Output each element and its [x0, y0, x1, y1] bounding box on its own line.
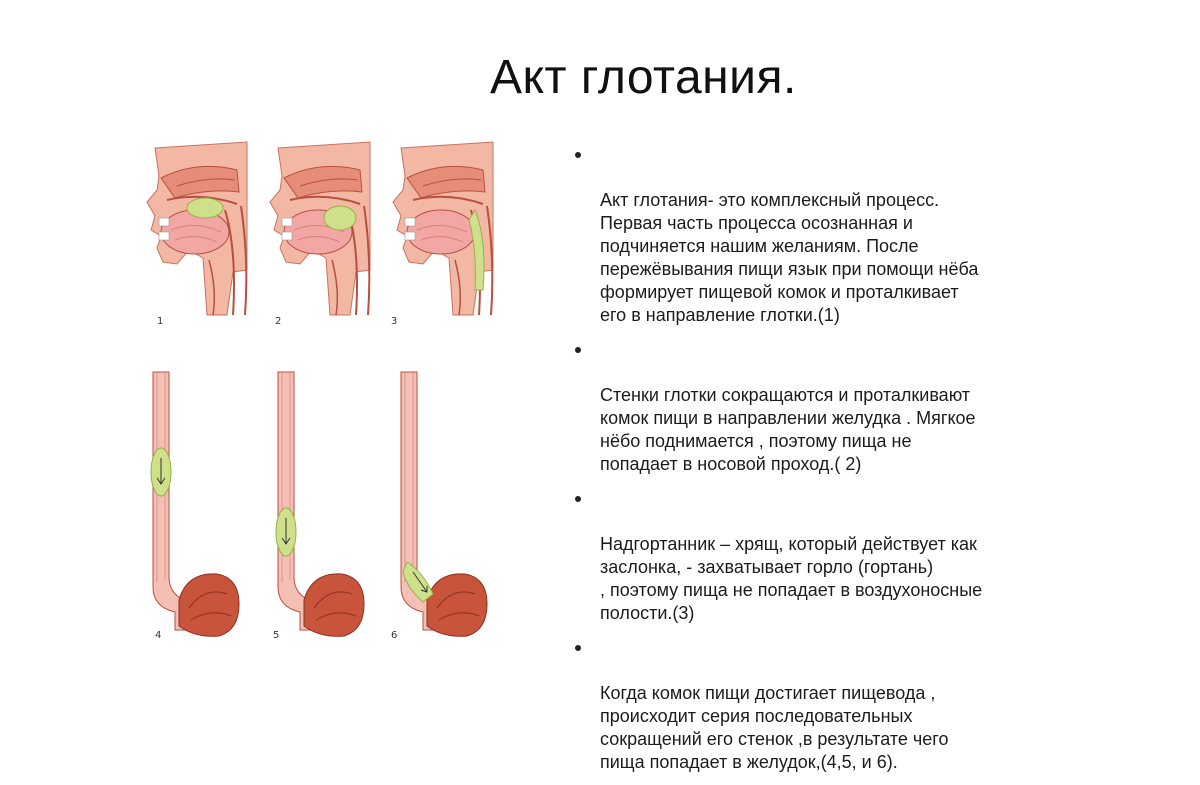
stage-2-head — [270, 142, 370, 315]
bullet-marker — [575, 347, 581, 353]
stage-6-esophagus — [401, 372, 487, 636]
swallowing-illustration — [135, 140, 495, 645]
bullet-marker — [575, 645, 581, 651]
swallowing-stages-svg — [135, 140, 495, 645]
bullet-item — [572, 143, 1072, 327]
slide-title: Акт глотания. — [490, 51, 797, 104]
bullet-item — [572, 487, 1072, 625]
stage-3-head — [393, 142, 493, 315]
bullet-item — [572, 338, 1072, 476]
stage-label-1: 1 — [157, 316, 164, 327]
stage-label-6: 6 — [391, 630, 398, 641]
stage-label-5: 5 — [273, 630, 280, 641]
stage-label-4: 4 — [155, 630, 162, 641]
bullet-list — [572, 143, 1072, 785]
stage-label-2: 2 — [275, 316, 282, 327]
bullet-item — [572, 636, 1072, 774]
stage-4-esophagus — [151, 372, 239, 636]
bullet-text: Когда комок пищи достигает пищевода , происходит серия последовательных сокращений его стенок ,в результате чего пища попадает в желудок,(4,5, и 6). — [600, 683, 949, 772]
bullet-marker — [575, 152, 581, 158]
bullet-text: Стенки глотки сокращаются и проталкивают комок пищи в направлении желудка . Мягкое нёбо поднимается , поэтому пища не попадает в носовой проход.( 2) — [600, 385, 976, 474]
bullet-marker — [575, 496, 581, 502]
bullet-text: Надгортанник – хрящ, который действует как заслонка, - захватывает горло (гортань) , поэтому пища не попадает в воздухоносные полости.(3) — [600, 534, 983, 623]
bullet-text: Акт глотания- это комплексный процесс. Первая часть процесса осознанная и подчиняется нашим желаниям. После пережёвывания пищи язык при помощи нёба формирует пищевой комок и проталкивает его в направление глотки.(1) — [600, 190, 979, 325]
stage-1-head — [147, 142, 247, 315]
stage-label-3: 3 — [391, 316, 398, 327]
stage-5-esophagus — [276, 372, 364, 636]
